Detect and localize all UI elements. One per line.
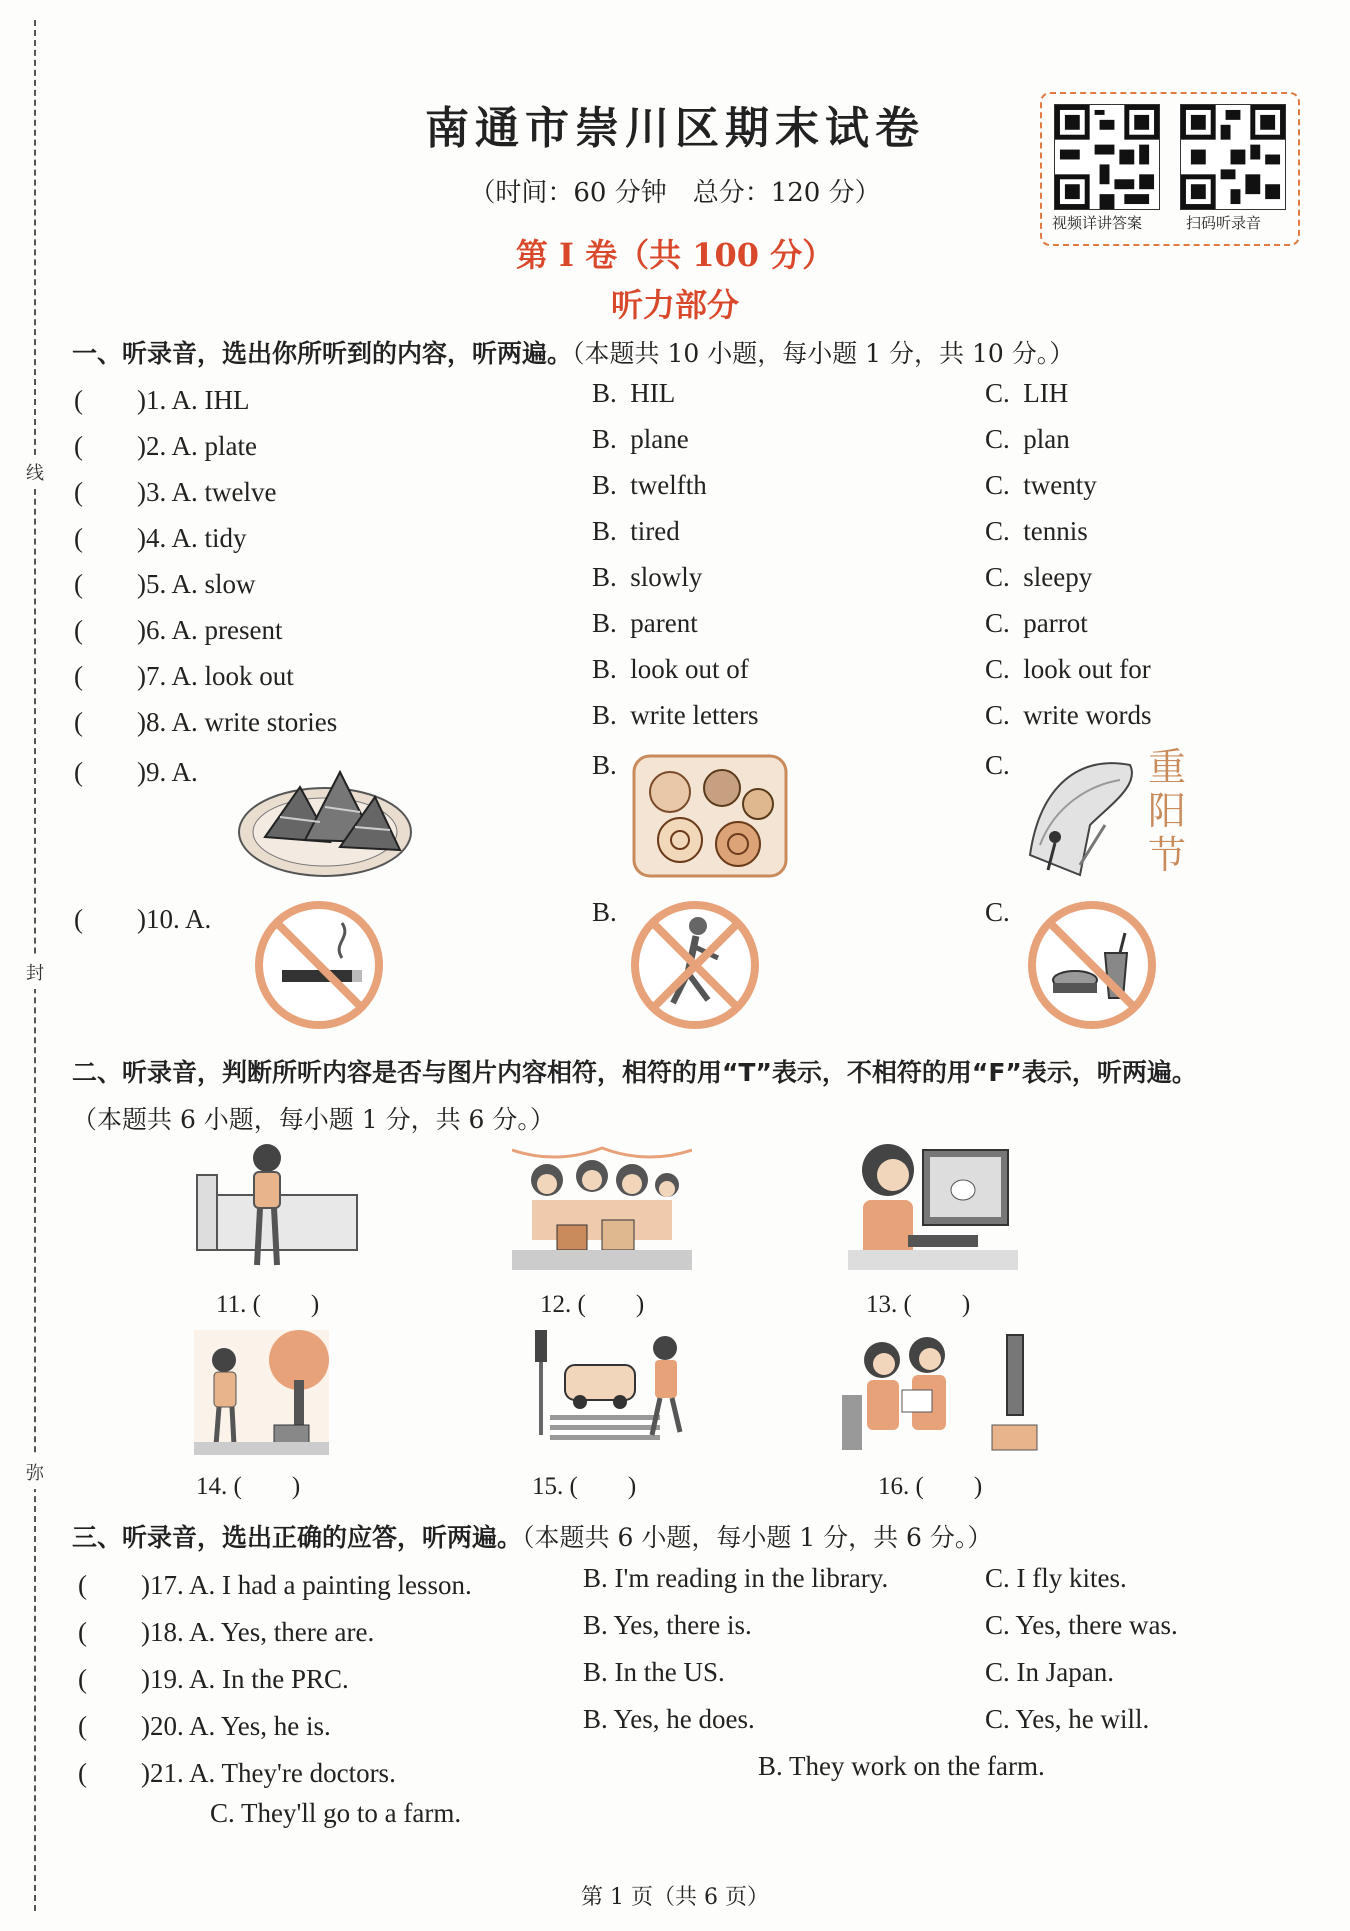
question-1-option-b: B. HIL [592,378,676,408]
qr-code-panel [1040,92,1300,246]
section1-note: （本题共 10 小题，每小题 1 分，共 10 分。） [572,339,1075,368]
question-4: ( )4. A. tidy [74,523,247,553]
question-17-option-c: C. I fly kites. [985,1563,1127,1593]
question-18-option-b: B. Yes, there is. [583,1610,752,1640]
question-17: ( )17. A. I had a painting lesson. [78,1570,472,1600]
exam-info: （时间：60 分钟 总分：120 分） [469,178,881,208]
margin-label-seal: 封 [26,955,44,989]
question-6: ( )6. A. present [74,615,283,645]
section1-heading [72,334,1074,370]
question-10-option-b-label: B. [592,897,617,927]
picture-14-tree-cutting [194,1330,329,1455]
question-20: ( )20. A. Yes, he is. [78,1711,331,1741]
page-title: 南通市崇川区期末试卷 [425,103,925,154]
picture-12-party [512,1140,692,1270]
question-19-option-c: C. In Japan. [985,1657,1114,1687]
question-19: ( )19. A. In the PRC. [78,1664,349,1694]
question-20-option-c: C. Yes, he will. [985,1704,1150,1734]
question-6-option-b: B. parent [592,608,698,638]
question-10-option-c-label: C. [985,897,1010,927]
section3-title: 三、听录音，选出正确的应答，听两遍。 [72,1523,523,1552]
section3-note: （本题共 6 小题，每小题 1 分，共 6 分。） [522,1523,993,1552]
question-21-option-b: B. They work on the farm. [758,1751,1045,1781]
no-food-sign-icon [1025,898,1160,1033]
question-9-option-b-label: B. [592,750,617,780]
margin-label-close: 弥 [26,1455,44,1489]
section1-title: 一、听录音，选出你所听到的内容，听两遍。 [72,339,573,368]
part-subtitle: 听力部分 [610,286,739,324]
page-footer: 第 1 页（共 6 页） [581,1885,769,1910]
question-5-option-c: C. sleepy [985,562,1093,592]
question-3-option-b: B. twelfth [592,470,707,500]
no-smoking-sign-icon [252,898,387,1033]
picture-13-computer [848,1140,1018,1270]
section3-heading [72,1518,992,1554]
label-12: 12. ( ) [540,1291,645,1318]
question-18: ( )18. A. Yes, there are. [78,1617,375,1647]
label-14: 14. ( ) [196,1473,301,1500]
picture-15-crosswalk [520,1320,690,1455]
label-13: 13. ( ) [866,1291,971,1318]
question-2-option-b: B. plane [592,424,689,454]
mooncake-picture [630,752,790,880]
question-8-option-c: C. write words [985,700,1152,730]
qr-code-video-icon[interactable] [1054,104,1160,210]
question-3-option-c: C. twenty [985,470,1097,500]
label-16: 16. ( ) [878,1473,983,1500]
question-4-option-c: C. tennis [985,516,1088,546]
section2-heading [72,1053,1342,1089]
question-7-option-b: B. look out of [592,654,749,684]
double-ninth-festival-picture [1020,745,1210,885]
section2-title: 二、听录音，判断所听内容是否与图片内容相符，相符的用“T”表示，不相符的用“F”表示，听两遍。 [72,1058,1197,1087]
question-20-option-b: B. Yes, he does. [583,1704,755,1734]
question-1-option-c: C. LIH [985,378,1069,408]
question-18-option-c: C. Yes, there was. [985,1610,1178,1640]
qr-label-video: 视频详讲答案 [1052,214,1143,232]
question-1: ( )1. A. IHL [74,385,250,415]
label-15: 15. ( ) [532,1473,637,1500]
label-11: 11. ( ) [216,1291,320,1318]
question-5-option-b: B. slowly [592,562,703,592]
question-2: ( )2. A. plate [74,431,257,461]
qr-label-audio: 扫码听录音 [1186,214,1262,232]
question-7-option-c: C. look out for [985,654,1151,684]
question-2-option-c: C. plan [985,424,1070,454]
qr-code-audio-icon[interactable] [1180,104,1286,210]
question-6-option-c: C. parrot [985,608,1088,638]
question-8: ( )8. A. write stories [74,707,338,737]
question-21: ( )21. A. They're doctors. [78,1758,396,1788]
question-17-option-b: B. I'm reading in the library. [583,1563,889,1593]
question-7: ( )7. A. look out [74,661,294,691]
no-running-sign-icon [628,898,763,1033]
margin-label-line: 线 [26,455,44,489]
question-10: ( )10. A. [74,904,212,934]
question-3: ( )3. A. twelve [74,477,277,507]
question-9-option-c-label: C. [985,750,1010,780]
zongzi-picture [235,752,415,882]
question-9: ( )9. A. [74,757,198,787]
picture-11-making-bed [192,1140,367,1270]
picture-16-watching-tv [842,1330,1052,1455]
question-8-option-b: B. write letters [592,700,759,730]
question-19-option-b: B. In the US. [583,1657,725,1687]
question-21-option-c: C. They'll go to a farm. [210,1798,462,1828]
double-ninth-festival-text: 重阳节 [1148,745,1187,877]
section2-note: （本题共 6 小题，每小题 1 分，共 6 分。） [72,1105,555,1134]
mountain-climber-icon [1020,745,1150,885]
question-4-option-b: B. tired [592,516,680,546]
part-title: 第 Ⅰ 卷（共 100 分） [515,236,835,274]
question-5: ( )5. A. slow [74,569,256,599]
